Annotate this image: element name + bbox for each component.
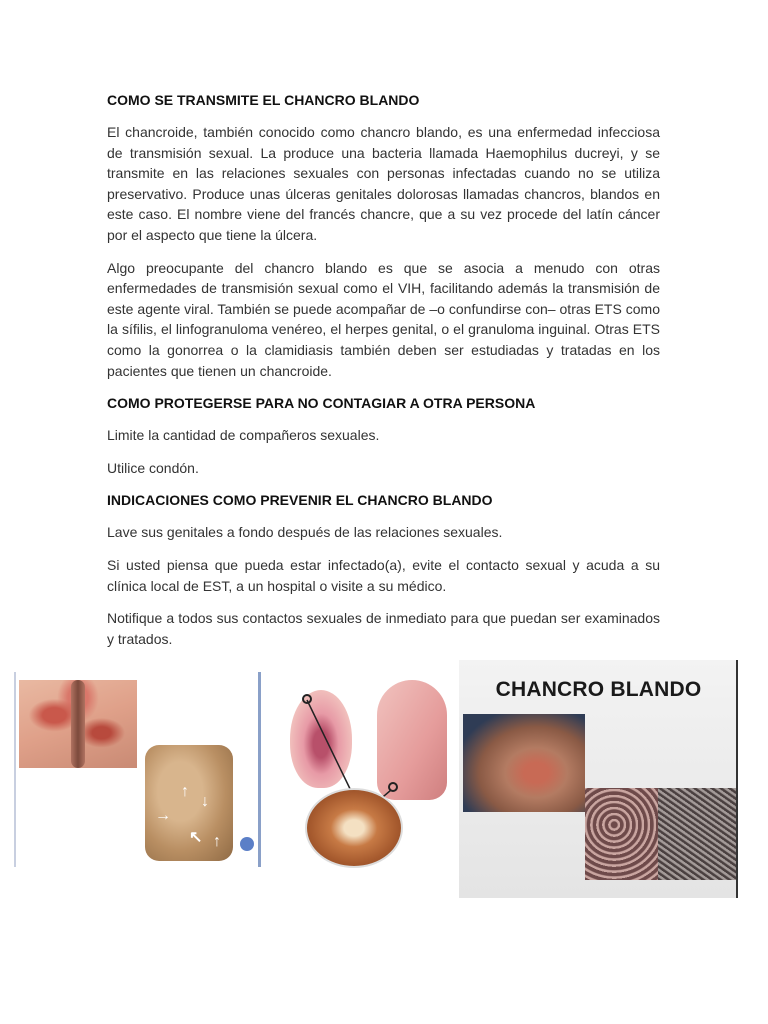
poster-microscopy-photo xyxy=(585,788,658,880)
paragraph-protection-2: Utilice condón. xyxy=(107,459,199,476)
slide-dot xyxy=(240,837,254,851)
image-strip xyxy=(0,660,768,910)
paragraph-transmission-1: El chancroide, también conocido como chancro blando, es una enfermedad infecciosa de transmisión sexual. La produce una bacteria llamada Haemophilus ducreyi, y se transmite en las relaciones sexuales con personas infectadas cuando no se utiliza preservativo. Produce unas úlceras genitales dolorosas llamadas chancros, blandos en este caso. El nombre viene del francés chancre, que a su vez procede del latín cáncer por el aspecto que tiene la úlcera. xyxy=(107,124,660,243)
anatomy-illustration xyxy=(285,670,450,875)
heading-prevention: INDICACIONES COMO PREVENIR EL CHANCRO BLANDO xyxy=(107,492,493,509)
poster-clinical-photo xyxy=(463,714,585,812)
paragraph-transmission-2: Algo preocupante del chancro blando es que se asocia a menudo con otras enfermedades de transmisión sexual como el VIH, facilitando además la transmisión de este agente viral. También se puede acompañar de –o confundirse con– otras ETS como la sífilis, el linfogranuloma venéreo, el herpes genital, o el granuloma inguinal. Otras ETS como la gonorrea o la clamidiasis también deben ser estudiadas y tratadas en los pacientes que tienen un chancroide. xyxy=(107,259,660,379)
heading-protection: COMO PROTEGERSE PARA NO CONTAGIAR A OTRA PERSONA xyxy=(107,395,536,412)
paragraph-prevention-1: Lave sus genitales a fondo después de las relaciones sexuales. xyxy=(107,524,503,541)
text-body xyxy=(107,90,660,661)
divider-line-left xyxy=(14,672,16,867)
poster-bacteria-photo xyxy=(658,788,736,880)
closeup-lesion-photo xyxy=(145,745,233,861)
arrow-icon: ↑ xyxy=(213,833,221,850)
arrow-icon: ↖ xyxy=(189,829,203,846)
skin-fold xyxy=(71,680,85,768)
arrow-icon: → xyxy=(155,807,171,824)
arrow-icon: ↓ xyxy=(201,793,209,810)
skin-lesion-photo xyxy=(19,680,137,768)
paragraph-protection-1: Limite la cantidad de compañeros sexuales. xyxy=(107,427,380,444)
ulcer-closeup xyxy=(305,788,403,868)
chancro-blando-poster xyxy=(459,660,738,898)
divider-line xyxy=(258,672,261,867)
arrow-icon: ↑ xyxy=(181,783,189,800)
paragraph-prevention-2: Si usted piensa que pueda estar infectado(a), evite el contacto sexual y acuda a su clínica local de EST, a un hospital o visite a su médico. xyxy=(107,556,660,594)
heading-transmission: COMO SE TRANSMITE EL CHANCRO BLANDO xyxy=(107,92,420,108)
poster-title: CHANCRO BLANDO xyxy=(495,678,702,701)
paragraph-prevention-3: Notifique a todos sus contactos sexuales de inmediato para que puedan ser examinados y tratados. xyxy=(107,610,660,647)
